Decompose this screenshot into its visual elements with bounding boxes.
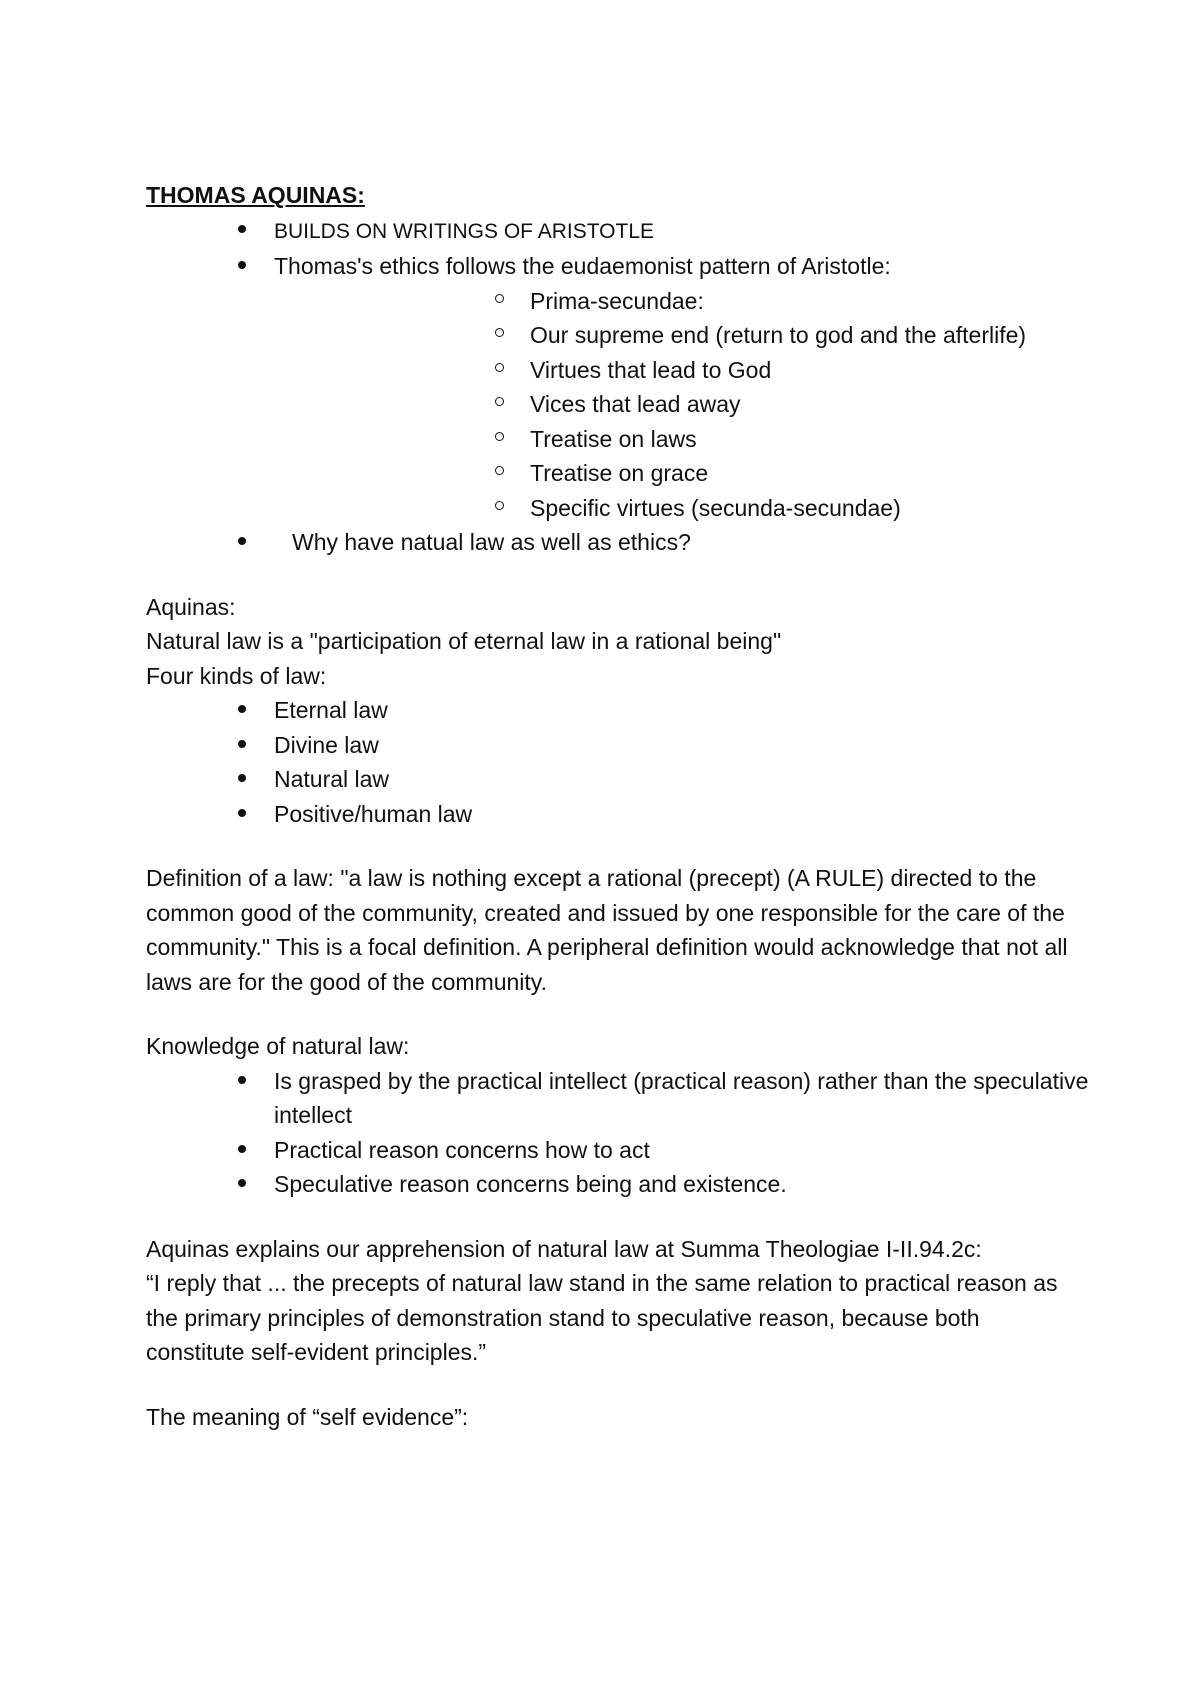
circle-bullet-icon: [495, 432, 504, 441]
list-item: [146, 1133, 1106, 1168]
list-item: [146, 728, 1106, 763]
sublist-item-text: Prima-secundae:: [530, 287, 704, 314]
list-item: [146, 797, 1106, 832]
sublist-item: [274, 284, 1106, 319]
list-item-text: Eternal law: [274, 697, 388, 723]
sublist-item: [274, 422, 1106, 457]
list-item: [146, 525, 1106, 560]
section-label: The meaning of “self evidence”:: [146, 1403, 469, 1430]
sublist-item-text: Virtues that lead to God: [530, 356, 772, 383]
list-item-text: Thomas's ethics follows the eudaemonist pattern of Aristotle:: [274, 253, 891, 279]
natural-law-statement: Natural law is a "participation of eternal law in a rational being": [146, 628, 782, 654]
bullet-icon: [238, 809, 246, 817]
circle-bullet-icon: [495, 328, 504, 337]
document-page: [146, 178, 1106, 1434]
sublist-item-text: Specific virtues (secunda-secundae): [530, 494, 901, 521]
law-definition-paragraph: Definition of a law: "a law is nothing except a rational (precept) (A RULE) directed to the common good of the community, created and issued by one responsible for the care of the community." This is a focal definition. A peripheral definition would acknowledge that not all laws are for the good of the community.: [146, 865, 1068, 995]
spacer: [146, 831, 1106, 861]
section-label: Four kinds of law:: [146, 662, 327, 689]
bullet-icon: [238, 774, 246, 782]
bullet-icon: [238, 225, 246, 233]
bullet-icon: [238, 705, 246, 713]
list-item: [146, 249, 1106, 525]
page-title: THOMAS AQUINAS:: [146, 182, 365, 208]
spacer: [146, 999, 1106, 1029]
sublist-item: [274, 353, 1106, 388]
list-item-text: Positive/human law: [274, 800, 473, 827]
bullet-icon: [238, 537, 246, 545]
list-item-text: Speculative reason concerns being and existence.: [274, 1171, 787, 1197]
list-item: [146, 693, 1106, 728]
circle-bullet-icon: [495, 363, 504, 372]
bullet-icon: [238, 1076, 246, 1084]
circle-bullet-icon: [495, 501, 504, 510]
knowledge-list: [146, 1064, 1106, 1202]
summa-intro: Aquinas explains our apprehension of natural law at Summa Theologiae I-II.94.2c:: [146, 1235, 982, 1262]
list-item-text: Natural law: [274, 766, 390, 792]
sublist-item: [274, 318, 1106, 353]
sublist-item-text: Treatise on grace: [530, 460, 709, 486]
circle-bullet-icon: [495, 466, 504, 475]
sublist-item-text: Our supreme end (return to god and the afterlife): [530, 322, 1027, 348]
circle-bullet-icon: [495, 294, 504, 303]
bullet-icon: [238, 740, 246, 748]
bullet-icon: [238, 1179, 246, 1187]
list-item: [146, 1064, 1106, 1133]
sublist-item-text: Treatise on laws: [530, 425, 697, 452]
spacer: [146, 560, 1106, 590]
list-item-text: Is grasped by the practical intellect (practical reason) rather than the speculative intellect: [274, 1067, 1089, 1128]
list-item-text: Why have natual law as well as ethics?: [292, 529, 691, 555]
sublist-item: [274, 491, 1106, 526]
list-item-text: BUILDS ON WRITINGS OF ARISTOTLE: [274, 219, 654, 243]
sublist-item: [274, 387, 1106, 422]
list-item: [146, 762, 1106, 797]
section-label: Knowledge of natural law:: [146, 1033, 410, 1059]
spacer: [146, 1370, 1106, 1400]
law-kinds-list: [146, 693, 1106, 831]
aquinas-bullet-list: [146, 213, 1106, 560]
list-item-text: Practical reason concerns how to act: [274, 1136, 650, 1163]
sublist-item-text: Vices that lead away: [530, 391, 741, 417]
sublist-item: [274, 456, 1106, 491]
bullet-icon: [238, 1145, 246, 1153]
section-label: Aquinas:: [146, 593, 236, 620]
sublist: [274, 284, 1106, 526]
bullet-icon: [238, 261, 246, 269]
list-item: [146, 213, 1106, 250]
summa-quote: “I reply that ... the precepts of natural law stand in the same relation to practical reason as the primary principles of demonstration stand to speculative reason, because both constitute self-evident principles.”: [146, 1270, 1058, 1365]
spacer: [146, 1202, 1106, 1232]
list-item-text: Divine law: [274, 731, 379, 758]
list-item: [146, 1167, 1106, 1202]
circle-bullet-icon: [495, 397, 504, 406]
